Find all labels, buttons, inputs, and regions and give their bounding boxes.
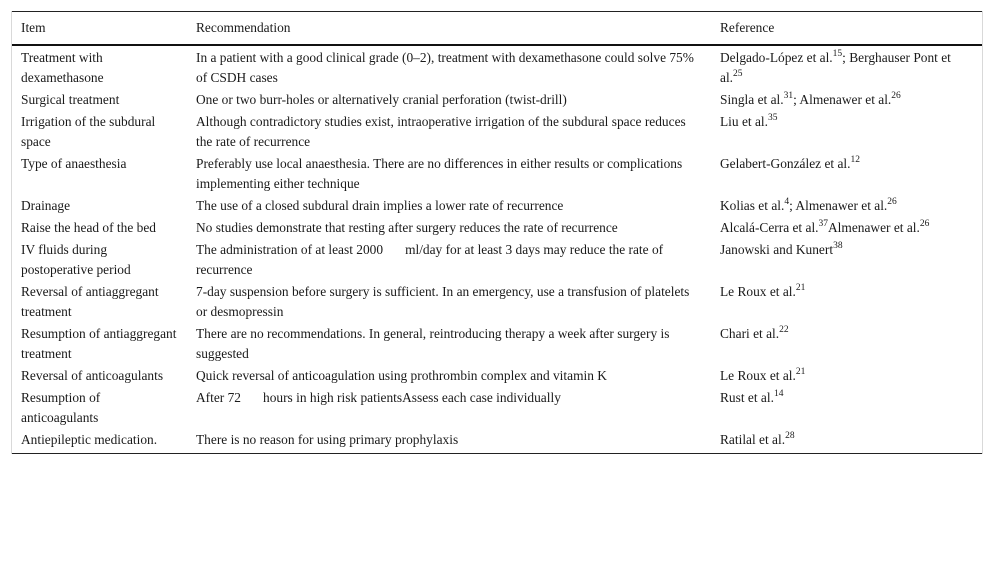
reference-author: Delgado-López et al. <box>720 50 833 65</box>
reference-citation-number: 26 <box>919 218 930 229</box>
table-row <box>12 111 982 153</box>
cell-recommendation: There is no reason for using primary prophylaxis <box>196 432 459 447</box>
reference-citation-number: 26 <box>887 196 897 207</box>
cell-recommendation <box>187 387 711 429</box>
reference-author: Berghauser Pont et al. <box>720 50 951 85</box>
table-body <box>12 45 982 454</box>
recommendations-table <box>12 11 982 454</box>
reference-author: Gelabert-González et al. <box>720 156 851 171</box>
cell-recommendation: Quick reversal of anticoagulation using prothrombin complex and vitamin K <box>196 368 607 383</box>
reference-separator: ; <box>842 50 846 65</box>
reference-citation-number: 14 <box>773 388 784 399</box>
reference-author: Ratilal et al. <box>720 432 786 447</box>
table-row <box>12 239 982 281</box>
cell-reference <box>711 45 982 89</box>
cell-recommendation: Preferably use local anaesthesia. There are no differences in either results or complications implementing either technique <box>196 156 683 191</box>
cell-recommendation: 7-day suspension before surgery is sufficient. In an emergency, use a transfusion of platelets or desmopressin <box>196 284 690 319</box>
reference-author: Almenawer et al. <box>792 198 888 213</box>
table-header <box>12 12 982 46</box>
reference-author: Liu et al. <box>720 114 768 129</box>
table-row <box>12 195 982 217</box>
table-row <box>12 387 982 429</box>
reference-separator: ; <box>793 92 797 107</box>
reference-citation-number: 38 <box>833 240 843 251</box>
cell-item: Resumption of antiaggregant treatment <box>21 326 177 361</box>
cell-reference <box>711 239 982 281</box>
table-row <box>12 89 982 111</box>
header-recommendation: Recommendation <box>196 20 291 35</box>
reference-citation-number: 4 <box>784 196 790 207</box>
reference-citation-number: 21 <box>795 366 806 377</box>
reference-citation-number: 31 <box>783 90 794 101</box>
reference-author: Le Roux et al. <box>720 284 796 299</box>
cell-recommendation <box>187 239 711 281</box>
reference-citation-number: 15 <box>832 48 843 59</box>
table-row <box>12 281 982 323</box>
cell-reference <box>711 323 982 365</box>
table-row <box>12 429 982 454</box>
cell-reference <box>711 89 982 111</box>
cell-item: Reversal of anticoagulants <box>21 368 164 383</box>
header-item: Item <box>21 20 46 35</box>
reference-citation-number: 26 <box>891 90 901 101</box>
cell-reference <box>711 195 982 217</box>
cell-item: Raise the head of the bed <box>21 220 156 235</box>
reference-citation-number: 25 <box>733 68 743 79</box>
reference-author: Alcalá-Cerra et al. <box>720 220 819 235</box>
cell-reference <box>711 365 982 387</box>
cell-recommendation: There are no recommendations. In general, reintroducing therapy a week after surgery is suggested <box>196 326 670 361</box>
cell-item: Treatment with dexamethasone <box>21 50 104 85</box>
cell-item: Resumption of anticoagulants <box>21 390 101 425</box>
cell-item: Reversal of antiaggregant treatment <box>21 284 159 319</box>
table-row <box>12 365 982 387</box>
cell-reference <box>711 217 982 239</box>
reference-author: Rust et al. <box>720 390 774 405</box>
table-row <box>12 323 982 365</box>
recommendations-table-container <box>11 11 983 454</box>
reference-separator: ; <box>789 198 793 213</box>
header-row <box>12 12 982 46</box>
reference-citation-number: 12 <box>850 154 860 165</box>
reference-citation-number: 35 <box>767 112 778 123</box>
cell-recommendation: The use of a closed subdural drain implies a lower rate of recurrence <box>196 198 564 213</box>
reference-author: Janowski and Kunert <box>720 242 834 257</box>
cell-reference <box>711 429 982 454</box>
table-row <box>12 45 982 89</box>
cell-item: Antiepileptic medication. <box>21 432 158 447</box>
cell-reference <box>711 153 982 195</box>
cell-recommendation: One or two burr-holes or alternatively cranial perforation (twist-drill) <box>196 92 567 107</box>
recommendation-text-part: ml/day for at least 3 days may reduce the rate of recurrence <box>196 242 664 277</box>
reference-author: Almenawer et al. <box>796 92 892 107</box>
reference-author: Le Roux et al. <box>720 368 796 383</box>
reference-author: Singla et al. <box>720 92 784 107</box>
cell-reference <box>711 387 982 429</box>
reference-citation-number: 37 <box>818 218 829 229</box>
header-reference: Reference <box>720 20 775 35</box>
recommendation-text-part: After 72 <box>196 390 241 405</box>
cell-item: IV fluids during postoperative period <box>21 242 131 277</box>
cell-reference <box>711 281 982 323</box>
cell-recommendation: No studies demonstrate that resting after surgery reduces the rate of recurrence <box>196 220 618 235</box>
cell-recommendation: In a patient with a good clinical grade (0–2), treatment with dexamethasone could solve 75% of CSDH cases <box>196 50 694 85</box>
reference-author: Kolias et al. <box>720 198 785 213</box>
cell-item: Irrigation of the subdural space <box>21 114 156 149</box>
reference-author: Chari et al. <box>720 326 780 341</box>
recommendation-text-part: The administration of at least 2000 <box>196 242 384 257</box>
table-row <box>12 217 982 239</box>
cell-item: Type of anaesthesia <box>21 156 127 171</box>
reference-citation-number: 21 <box>795 282 806 293</box>
cell-reference <box>711 111 982 153</box>
cell-item: Surgical treatment <box>21 92 120 107</box>
reference-author: Almenawer et al. <box>828 220 920 235</box>
reference-citation-number: 22 <box>779 324 789 335</box>
table-row <box>12 153 982 195</box>
cell-item: Drainage <box>21 198 71 213</box>
cell-recommendation: Although contradictory studies exist, intraoperative irrigation of the subdural space reduces the rate of recurrence <box>196 114 686 149</box>
recommendation-text-part: hours in high risk patientsAssess each case individually <box>263 390 561 405</box>
reference-citation-number: 28 <box>785 430 795 441</box>
